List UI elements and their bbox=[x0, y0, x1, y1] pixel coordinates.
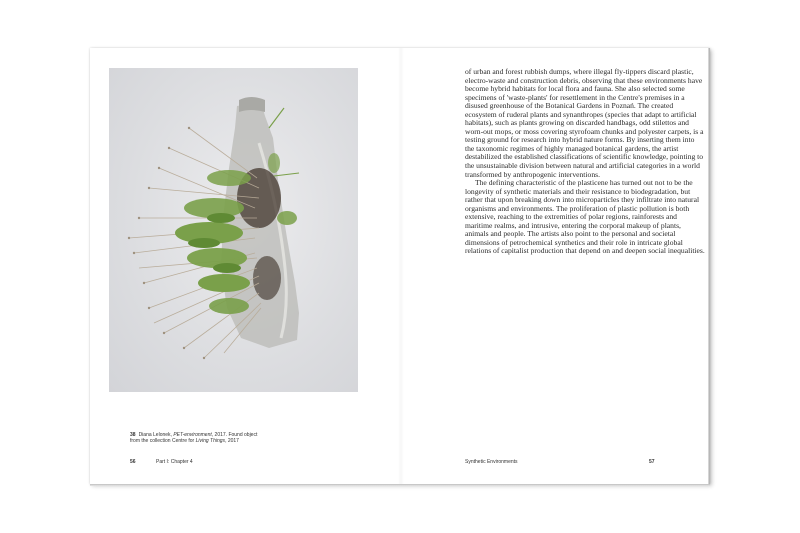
paragraph: of urban and forest rubbish dumps, where illegal fly-tippers discard plastic, electro-waste and construction debris, observing that these environments have become hybrid habitats for local flora and fauna. She also selected some specimens of 'waste-plants' for resettlement in the Centre's premises in a disused greenhouse of the Botanical Gardens in Poznań. The created ecosystem of ruderal plants and synanthropes (species that adapt to artificial habitats), such as plants growing on discarded handbags, odd stilettos and worn-out mops, or moss covering styrofoam chunks and polyester carpets, is a testing ground for research into hybrid nature forms. By inserting them into the taxonomic regimes of highly managed botanical gardens, the artist destabilized the established classifications of scientific knowledge, pointing to the unsustainable division between natural and artificial categories in a world transformed by anthropogenic interventions. bbox=[465, 67, 704, 179]
caption-text: from the collection Centre for bbox=[130, 438, 196, 445]
figure-number: 38 bbox=[130, 432, 136, 438]
caption-collection: Living Things bbox=[195, 438, 226, 445]
caption-text: , 2017. Found object bbox=[211, 432, 258, 438]
artwork-photo bbox=[109, 68, 358, 392]
body-text bbox=[465, 68, 705, 256]
plant-bottle-illustration bbox=[109, 68, 358, 392]
running-head-left: Part I: Chapter 4 bbox=[156, 459, 193, 465]
book-spread bbox=[90, 48, 710, 484]
figure-caption bbox=[130, 432, 330, 445]
paragraph: The defining characteristic of the plasticene has turned out not to be the longevity of synthetic materials and their resistance to biodegradation, but rather that upon breaking down into microparticles they infiltrate into natural organisms and environments. The proliferation of plastic pollution is both extensive, reaching to the extremities of polar regions, rainforests and maritime realms, and intrusive, entering the corporal makeup of plants, animals and people. The artists also point to the personal and societal dimensions of petrochemical synthetics and their role in intricate global relations of capitalist production that depend on and deepen social inequalities. bbox=[465, 178, 705, 256]
page-number-right: 57 bbox=[649, 459, 655, 465]
page-edge bbox=[90, 484, 710, 486]
caption-text: , 2017 bbox=[225, 438, 239, 445]
running-head-right: Synthetic Environments bbox=[465, 459, 518, 465]
book-gutter bbox=[398, 48, 404, 484]
caption-artist: Diana Lelonek, bbox=[138, 432, 172, 438]
caption-title: PET-environment bbox=[173, 432, 212, 438]
page-number-left: 56 bbox=[130, 459, 136, 465]
